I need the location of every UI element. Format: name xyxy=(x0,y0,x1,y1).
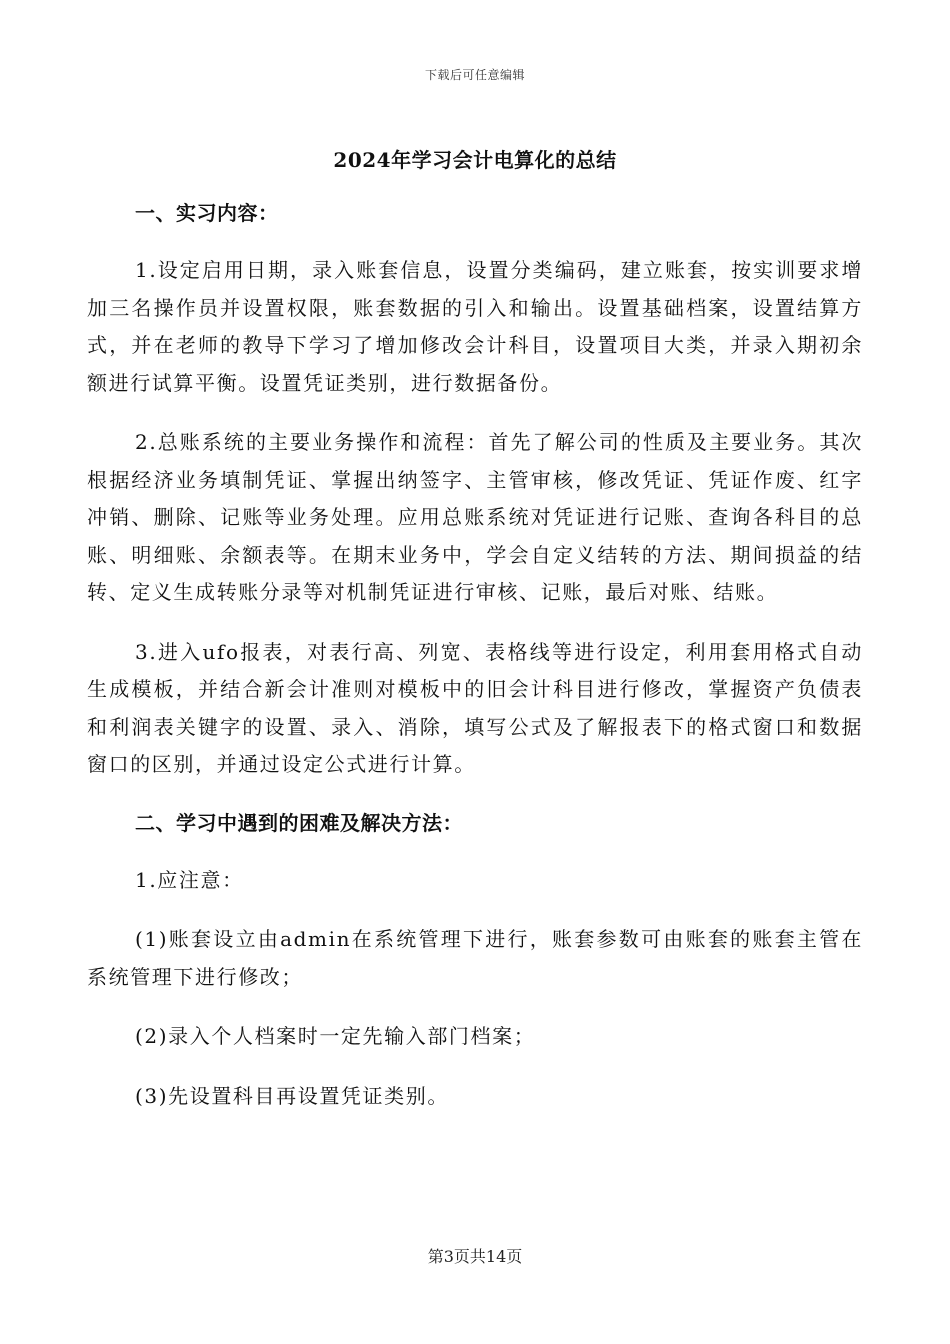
page-header-note: 下载后可任意编辑 xyxy=(424,68,525,82)
paragraph-account-setup: 1.设定启用日期，录入账套信息，设置分类编码，建立账套，按实训要求增加三名操作员并设置权限，账套数据的引入和输出。设置基础档案，设置结算方式，并在老师的教导下学习了增加修改会计科目，设置项目大类，并录入期初余额进行试算平衡。设置凭证类别，进行数据备份。 xyxy=(87,258,863,395)
paragraph-note-1: (1)账套设立由admin在系统管理下进行，账套参数可由账套的账套主管在系统管理下进行修改； xyxy=(87,927,863,989)
section-heading-difficulties: 二、学习中遇到的困难及解决方法： xyxy=(135,810,463,835)
paragraph-general-ledger: 2.总账系统的主要业务操作和流程：首先了解公司的性质及主要业务。其次根据经济业务填制凭证、掌握出纳签字、主管审核，修改凭证、凭证作废、红字冲销、删除、记账等业务处理。应用总账系统对凭证进行记账、查询各科目的总账、明细账、余额表等。在期末业务中，学会自定义结转的方法、期间损益的结转、定义生成转账分录等对机制凭证进行审核、记账，最后对账、结账。 xyxy=(87,430,863,604)
document-body xyxy=(87,196,863,1137)
paragraph-note-3: (3)先设置科目再设置凭证类别。 xyxy=(135,1083,449,1108)
document-title: 2024年学习会计电算化的总结 xyxy=(333,148,617,172)
paragraph-note-2: (2)录入个人档案时一定先输入部门档案； xyxy=(135,1024,536,1048)
section-heading-internship-content: 一、实习内容： xyxy=(135,201,279,225)
page-number-footer: 第3页共14页 xyxy=(427,1247,523,1266)
paragraph-ufo-reports: 3.进入ufo报表，对表行高、列宽、表格线等进行设定，利用套用格式自动生成模板，并结合新会计准则对模板中的旧会计科目进行修改，掌握资产负债表和利润表关键字的设置、录入、消除，填写公式及了解报表下的格式窗口和数据窗口的区别，并通过设定公式进行计算。 xyxy=(87,639,863,776)
paragraph-notes-intro: 1.应注意： xyxy=(135,867,244,892)
